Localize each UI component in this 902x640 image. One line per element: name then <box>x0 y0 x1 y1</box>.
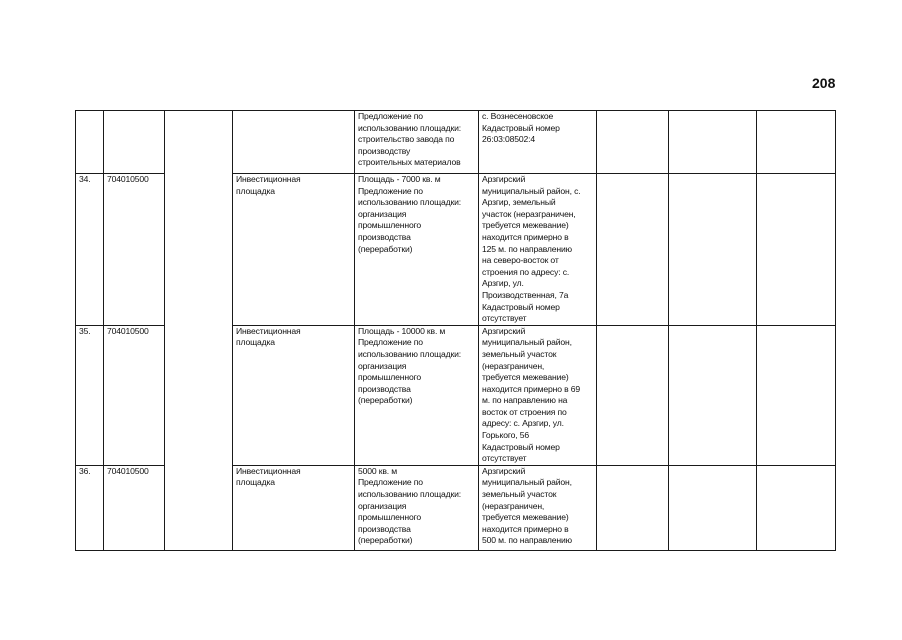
description-cell: Площадь - 7000 кв. м Предложение по использованию площадки: организация промышленного производства (переработки) <box>355 174 479 326</box>
empty-cell <box>757 174 836 326</box>
code-cell: 704010500 <box>104 325 165 465</box>
description-cell: Площадь - 10000 кв. м Предложение по использованию площадки: организация промышленного производства (переработки) <box>355 325 479 465</box>
site-type-cell: Инвестиционная площадка <box>233 174 355 326</box>
empty-cell <box>669 325 757 465</box>
site-type-cell: Инвестиционная площадка <box>233 325 355 465</box>
page-number: 208 <box>812 75 836 91</box>
empty-cell <box>597 174 669 326</box>
table-row <box>76 465 836 550</box>
code-cell: 704010500 <box>104 465 165 550</box>
row-number-cell <box>76 111 104 174</box>
location-cell: с. Вознесеновское Кадастровый номер 26:03:08502:4 <box>479 111 597 174</box>
empty-cell <box>757 465 836 550</box>
empty-cell <box>597 465 669 550</box>
location-cell: Арзгирский муниципальный район, с. Арзгир, земельный участок (неразграничен, требуется межевание) находится примерно в 125 м. по направлению на северо-восток от строения по адресу: с. Арзгир, ул. Производственная, 7а Кадастровый номер отсутствует <box>479 174 597 326</box>
empty-cell <box>165 325 233 465</box>
empty-cell <box>757 111 836 174</box>
site-type-cell: Инвестиционная площадка <box>233 465 355 550</box>
empty-cell <box>669 111 757 174</box>
table-row <box>76 111 836 174</box>
empty-cell <box>669 465 757 550</box>
empty-cell <box>165 174 233 326</box>
row-number-cell: 35. <box>76 325 104 465</box>
empty-cell <box>597 325 669 465</box>
empty-cell <box>165 465 233 550</box>
row-number-cell: 34. <box>76 174 104 326</box>
empty-cell <box>669 174 757 326</box>
description-cell: Предложение по использованию площадки: строительство завода по производству строительных материалов <box>355 111 479 174</box>
location-cell: Арзгирский муниципальный район, земельный участок (неразграничен, требуется межевание) находится примерно в 500 м. по направлению <box>479 465 597 550</box>
empty-cell <box>165 111 233 174</box>
description-cell: 5000 кв. м Предложение по использованию площадки: организация промышленного производства (переработки) <box>355 465 479 550</box>
table-row <box>76 325 836 465</box>
code-cell: 704010500 <box>104 174 165 326</box>
code-cell <box>104 111 165 174</box>
row-number-cell: 36. <box>76 465 104 550</box>
investment-sites-table <box>75 110 836 551</box>
site-type-cell <box>233 111 355 174</box>
empty-cell <box>597 111 669 174</box>
empty-cell <box>757 325 836 465</box>
location-cell: Арзгирский муниципальный район, земельный участок (неразграничен, требуется межевание) находится примерно в 69 м. по направлению на восток от строения по адресу: с. Арзгир, ул. Горького, 56 Кадастровый номер отсутствует <box>479 325 597 465</box>
table-row <box>76 174 836 326</box>
